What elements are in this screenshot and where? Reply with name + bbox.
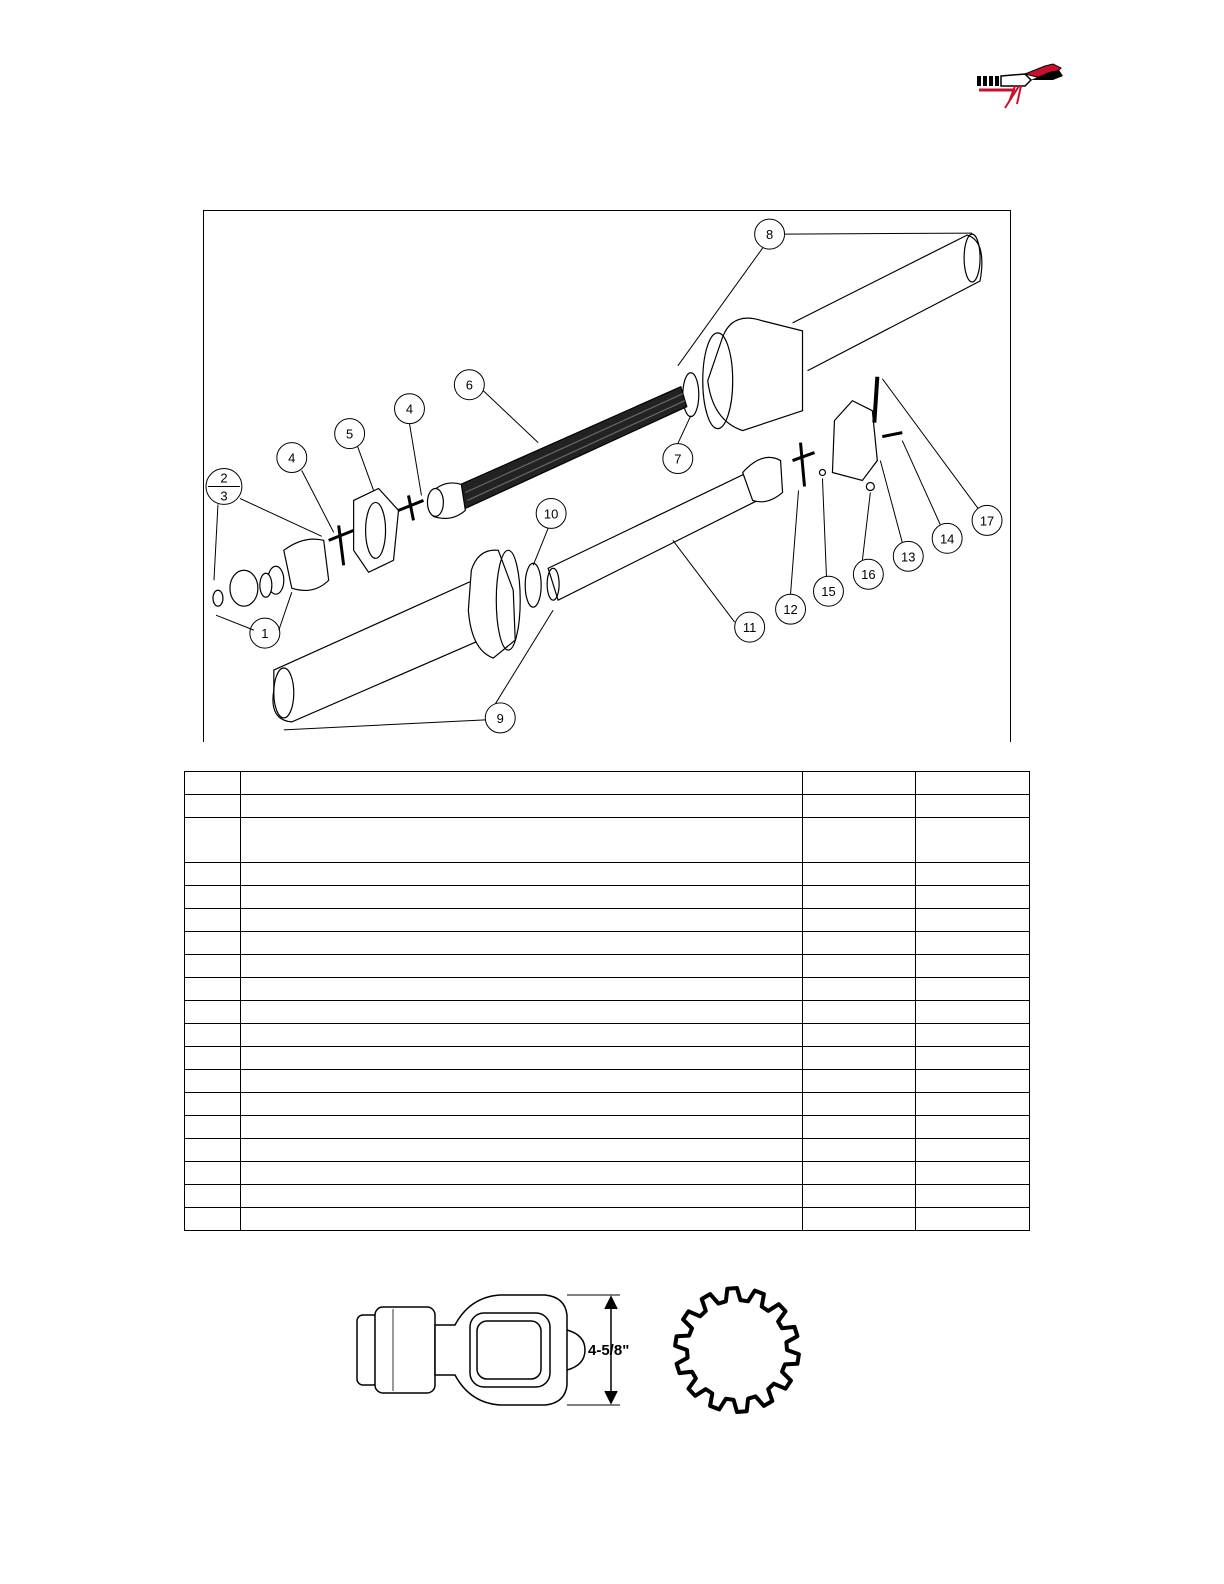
table-cell (185, 1162, 241, 1185)
table-row (185, 955, 1030, 978)
table-cell (185, 1208, 241, 1231)
table-cell (803, 1093, 916, 1116)
table-row (185, 1139, 1030, 1162)
table-cell (916, 1070, 1030, 1093)
table-cell (241, 1024, 803, 1047)
table-cell (185, 1024, 241, 1047)
table-row (185, 1047, 1030, 1070)
table-cell (241, 1001, 803, 1024)
table-row (185, 863, 1030, 886)
table-row (185, 795, 1030, 818)
table-cell (803, 863, 916, 886)
table-cell (185, 909, 241, 932)
table-cell (241, 1093, 803, 1116)
callout-5: 5 (346, 426, 354, 442)
table-cell (916, 772, 1030, 795)
table-cell (185, 1070, 241, 1093)
callout-9: 9 (496, 710, 504, 726)
table-cell (241, 1162, 803, 1185)
callout-2: 2 (220, 470, 228, 486)
table-cell (803, 978, 916, 1001)
table-row (185, 932, 1030, 955)
callout-4-lower: 4 (288, 450, 296, 466)
table-row (185, 1162, 1030, 1185)
table-cell (185, 818, 241, 863)
table-cell (241, 932, 803, 955)
table-cell (241, 1116, 803, 1139)
table-cell (241, 863, 803, 886)
table-cell (916, 932, 1030, 955)
table-cell (803, 772, 916, 795)
table-cell (803, 795, 916, 818)
table-cell (916, 1208, 1030, 1231)
table-row (185, 886, 1030, 909)
table-row (185, 1001, 1030, 1024)
table-row (185, 1070, 1030, 1093)
table-cell (241, 795, 803, 818)
table-cell (916, 955, 1030, 978)
table-cell (803, 818, 916, 863)
table-cell (241, 1047, 803, 1070)
table-row (185, 1185, 1030, 1208)
parts-list-table (184, 771, 1030, 1231)
table-cell (185, 886, 241, 909)
table-cell (916, 795, 1030, 818)
table-cell (185, 1093, 241, 1116)
table-cell (916, 818, 1030, 863)
callout-16: 16 (861, 567, 876, 583)
table-row (185, 909, 1030, 932)
table-cell (803, 886, 916, 909)
table-row (185, 1116, 1030, 1139)
table-cell (916, 1185, 1030, 1208)
table-cell (241, 886, 803, 909)
table-cell (803, 1024, 916, 1047)
table-cell (185, 772, 241, 795)
callout-13: 13 (901, 549, 916, 565)
table-cell (241, 1208, 803, 1231)
table-cell (241, 1139, 803, 1162)
table-row (185, 1093, 1030, 1116)
yoke-detail-figure (345, 1285, 805, 1420)
callout-17: 17 (979, 513, 995, 529)
table-cell (803, 1070, 916, 1093)
table-cell (241, 772, 803, 795)
table-cell (803, 955, 916, 978)
table-cell (803, 1162, 916, 1185)
table-header-row (185, 772, 1030, 795)
table-cell (241, 978, 803, 1001)
table-row (185, 978, 1030, 1001)
table-cell (185, 932, 241, 955)
table-cell (916, 863, 1030, 886)
callout-1: 1 (261, 626, 269, 642)
driveline-exploded-drawing (204, 211, 1010, 742)
yoke-side-view (357, 1295, 620, 1405)
table-cell (916, 886, 1030, 909)
table-cell (803, 1001, 916, 1024)
table-cell (803, 1139, 916, 1162)
table-cell (803, 1185, 916, 1208)
callout-3: 3 (220, 488, 228, 504)
table-cell (916, 1139, 1030, 1162)
dimension-label: 4-5/8" (588, 1342, 630, 1359)
table-cell (241, 1070, 803, 1093)
brand-logo (975, 62, 1067, 110)
table-cell (916, 1093, 1030, 1116)
table-cell (916, 1162, 1030, 1185)
table-cell (241, 955, 803, 978)
callout-11: 11 (742, 620, 757, 636)
table-cell (185, 955, 241, 978)
table-row (185, 1208, 1030, 1231)
table-cell (185, 1001, 241, 1024)
table-cell (803, 909, 916, 932)
callout-8: 8 (765, 227, 774, 243)
table-cell (241, 909, 803, 932)
callout-15: 15 (821, 584, 836, 600)
callout-7: 7 (674, 451, 682, 467)
callout-4-upper: 4 (405, 401, 414, 417)
table-cell (916, 978, 1030, 1001)
table-cell (803, 1116, 916, 1139)
table-cell (185, 1116, 241, 1139)
table-cell (803, 1047, 916, 1070)
table-cell (916, 909, 1030, 932)
callout-14: 14 (939, 531, 955, 547)
table-cell (803, 932, 916, 955)
table-cell (916, 1047, 1030, 1070)
table-cell (803, 1208, 916, 1231)
table-cell (185, 1047, 241, 1070)
table-row (185, 818, 1030, 863)
table-cell (185, 863, 241, 886)
table-cell (916, 1001, 1030, 1024)
table-cell (916, 1024, 1030, 1047)
table-cell (185, 978, 241, 1001)
spline-profile (675, 1288, 799, 1412)
tomahawk-arrows-logo (977, 64, 1063, 108)
table-cell (916, 1116, 1030, 1139)
callout-12: 12 (783, 602, 798, 618)
table-cell (185, 1185, 241, 1208)
table-cell (185, 1139, 241, 1162)
callout-6: 6 (465, 377, 473, 393)
table-cell (185, 795, 241, 818)
table-row (185, 1024, 1030, 1047)
table-cell (241, 1185, 803, 1208)
table-cell (241, 818, 803, 863)
exploded-view-diagram (203, 210, 1011, 742)
callout-10: 10 (543, 506, 559, 522)
